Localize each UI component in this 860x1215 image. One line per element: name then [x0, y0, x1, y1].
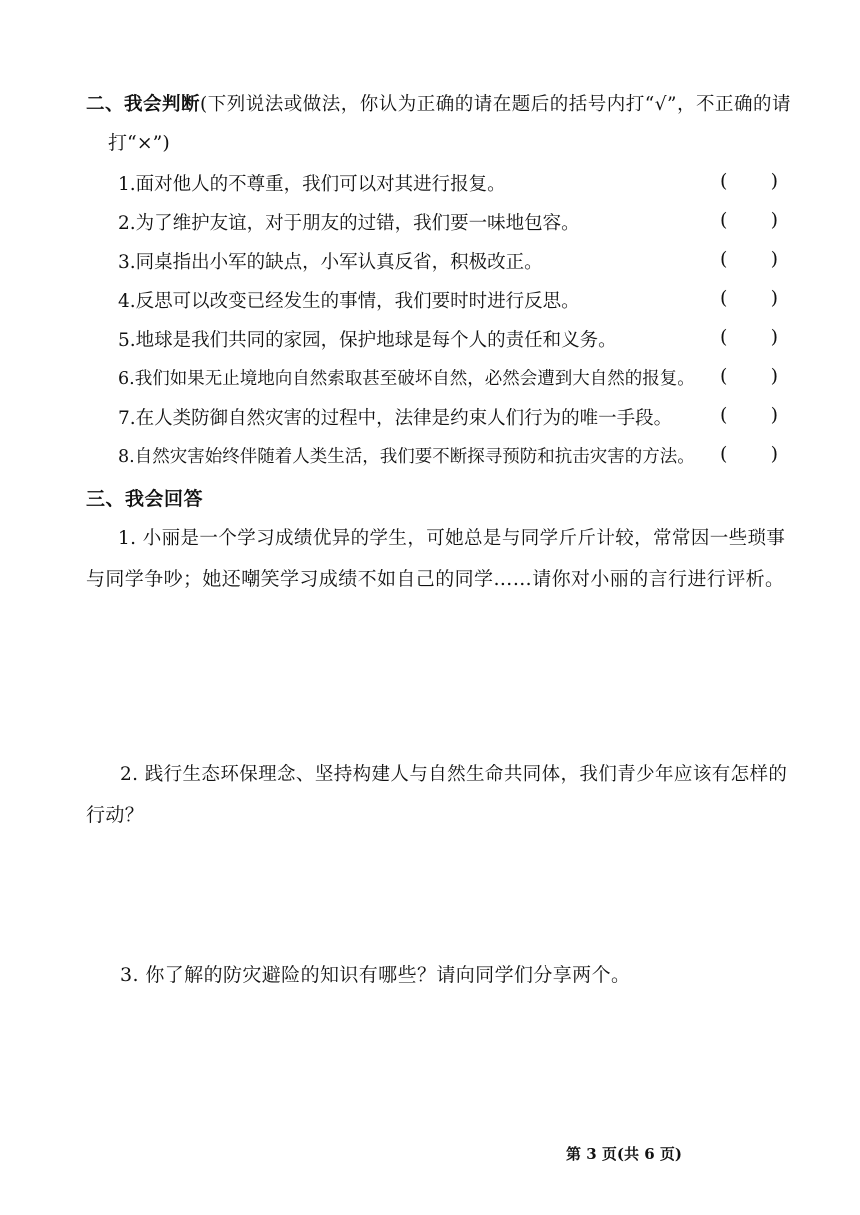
question2-line2: 行动？ — [86, 804, 145, 826]
paren-open: ( — [720, 248, 728, 270]
judge-item — [118, 326, 778, 354]
paren-close: ) — [770, 443, 778, 465]
judge-item — [118, 209, 778, 237]
answer-parentheses[interactable] — [720, 404, 778, 426]
section3-title: 三、我会回答 — [86, 488, 204, 510]
paren-open: ( — [720, 326, 728, 348]
judge-item-number: 6. — [118, 369, 135, 389]
paren-close: ) — [770, 287, 778, 309]
answer-parentheses[interactable] — [720, 248, 778, 270]
section3-heading — [86, 484, 203, 511]
paren-open: ( — [720, 287, 728, 309]
answer-parentheses[interactable] — [720, 209, 778, 231]
judge-item-text: 为了维护友谊，对于朋友的过错，我们要一味地包容。 — [135, 213, 580, 234]
paren-close: ) — [770, 209, 778, 231]
judge-item-number: 2. — [118, 213, 136, 234]
paren-close: ) — [770, 170, 778, 192]
judge-item-number: 4. — [118, 291, 136, 312]
section2-instruction-line2: 打“×”) — [108, 132, 170, 154]
judge-item-text: 反思可以改变已经发生的事情，我们要时时进行反思。 — [135, 291, 580, 312]
answer-parentheses[interactable] — [720, 365, 778, 387]
judge-item — [118, 365, 778, 393]
paren-open: ( — [720, 443, 728, 465]
judge-item-text: 地球是我们共同的家园，保护地球是每个人的责任和义务。 — [135, 330, 617, 351]
judge-item-text: 同桌指出小军的缺点，小军认真反省，积极改正。 — [135, 252, 543, 273]
paren-open: ( — [720, 170, 728, 192]
judge-item-number: 3. — [118, 252, 136, 273]
paren-close: ) — [770, 404, 778, 426]
judge-item-text: 在人类防御自然灾害的过程中，法律是约束人们行为的唯一手段。 — [135, 408, 673, 429]
paren-close: ) — [770, 365, 778, 387]
page-number: 第 3 页(共 6 页) — [566, 1145, 682, 1163]
judge-item — [118, 170, 778, 198]
question1-line1: 1. 小丽是一个学习成绩优异的学生，可她总是与同学斤斤计较，常常因一些琐事 — [118, 528, 786, 549]
judge-item-text: 自然灾害始终伴随着人类生活，我们要不断探寻预防和抗击灾害的方法。 — [134, 447, 695, 467]
question3-line1: 3. 你了解的防灾避险的知识有哪些？请向同学们分享两个。 — [120, 964, 631, 986]
judge-item — [118, 404, 778, 432]
judge-item — [118, 443, 778, 471]
judge-item-number: 7. — [118, 408, 136, 429]
judge-item-number: 1. — [118, 174, 136, 195]
judge-item — [118, 287, 778, 315]
paren-open: ( — [720, 209, 728, 231]
answer-parentheses[interactable] — [720, 170, 778, 192]
answer-parentheses[interactable] — [720, 443, 778, 465]
judge-item-text: 面对他人的不尊重，我们可以对其进行报复。 — [135, 174, 506, 195]
paren-open: ( — [720, 404, 728, 426]
paren-close: ) — [770, 326, 778, 348]
judge-item-number: 8. — [118, 447, 135, 467]
answer-parentheses[interactable] — [720, 326, 778, 348]
judge-item-text: 我们如果无止境地向自然索取甚至破坏自然，必然会遭到大自然的报复。 — [134, 369, 695, 389]
judge-item — [118, 248, 778, 276]
judge-item-number: 5. — [118, 330, 136, 351]
paren-open: ( — [720, 365, 728, 387]
answer-parentheses[interactable] — [720, 287, 778, 309]
paren-close: ) — [770, 248, 778, 270]
section2-title: 二、我会判断 — [86, 94, 201, 115]
question1-line2: 与同学争吵；她还嘲笑学习成绩不如自己的同学……请你对小丽的言行进行评析。 — [86, 568, 785, 590]
question2-line1: 2. 践行生态环保理念、坚持构建人与自然生命共同体，我们青少年应该有怎样的 — [120, 764, 788, 785]
section2-instruction-line1: (下列说法或做法，你认为正确的请在题后的括号内打“√”，不正确的请 — [200, 94, 791, 115]
section2-heading — [86, 90, 791, 116]
